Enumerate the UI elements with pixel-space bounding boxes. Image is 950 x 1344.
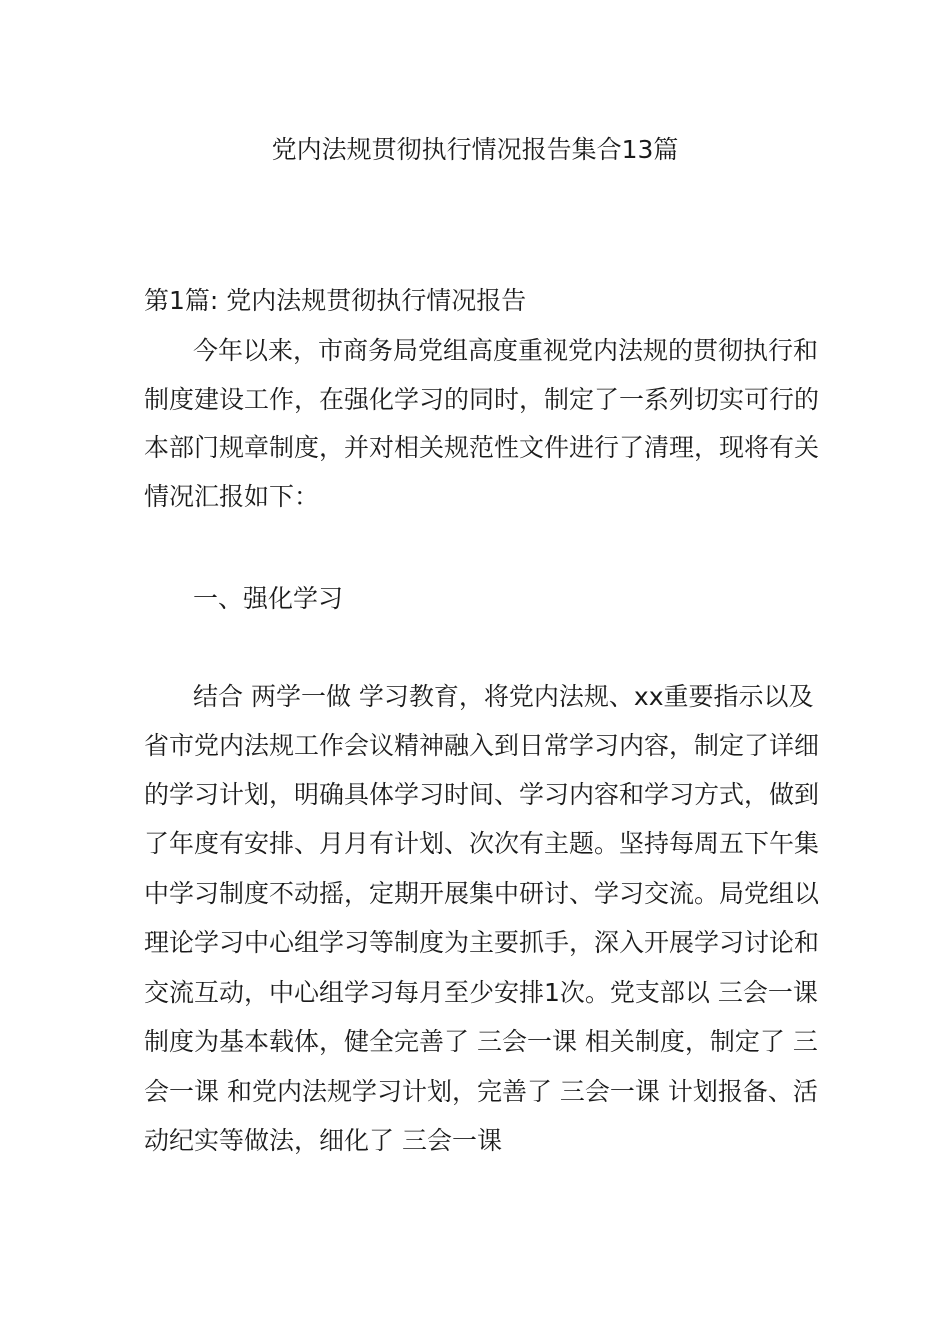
section-heading: 一、强化学习 xyxy=(193,584,344,613)
chapter-heading: 第1篇: 党内法规贯彻执行情况报告 xyxy=(144,286,527,315)
body-line: 制度为基本载体，健全完善了 三会一课 相关制度，制定了 三 xyxy=(144,1027,818,1056)
body-line: 了年度有安排、月月有计划、次次有主题。坚持每周五下午集 xyxy=(144,829,820,858)
body-line: 会一课 和党内法规学习计划，完善了 三会一课 计划报备、活 xyxy=(144,1077,818,1106)
body-line: 理论学习中心组学习等制度为主要抓手，深入开展学习讨论和 xyxy=(144,928,820,957)
body-line: 交流互动，中心组学习每月至少安排1次。党支部以 三会一课 xyxy=(144,978,818,1007)
intro-line: 情况汇报如下： xyxy=(144,482,320,511)
intro-line: 今年以来，市商务局党组高度重视党内法规的贯彻执行和 xyxy=(193,336,819,365)
body-line: 动纪实等做法，细化了 三会一课 xyxy=(144,1126,502,1155)
intro-line: 制度建设工作，在强化学习的同时，制定了一系列切实可行的 xyxy=(144,385,820,414)
body-line: 省市党内法规工作会议精神融入到日常学习内容，制定了详细 xyxy=(144,731,820,760)
document-title: 党内法规贯彻执行情况报告集合13篇 xyxy=(271,135,679,164)
body-line: 中学习制度不动摇，定期开展集中研讨、学习交流。局党组以 xyxy=(144,879,820,908)
body-line: 的学习计划，明确具体学习时间、学习内容和学习方式，做到 xyxy=(144,780,820,809)
intro-line: 本部门规章制度，并对相关规范性文件进行了清理，现将有关 xyxy=(144,433,820,462)
body-line: 结合 两学一做 学习教育，将党内法规、xx重要指示以及 xyxy=(193,682,814,711)
